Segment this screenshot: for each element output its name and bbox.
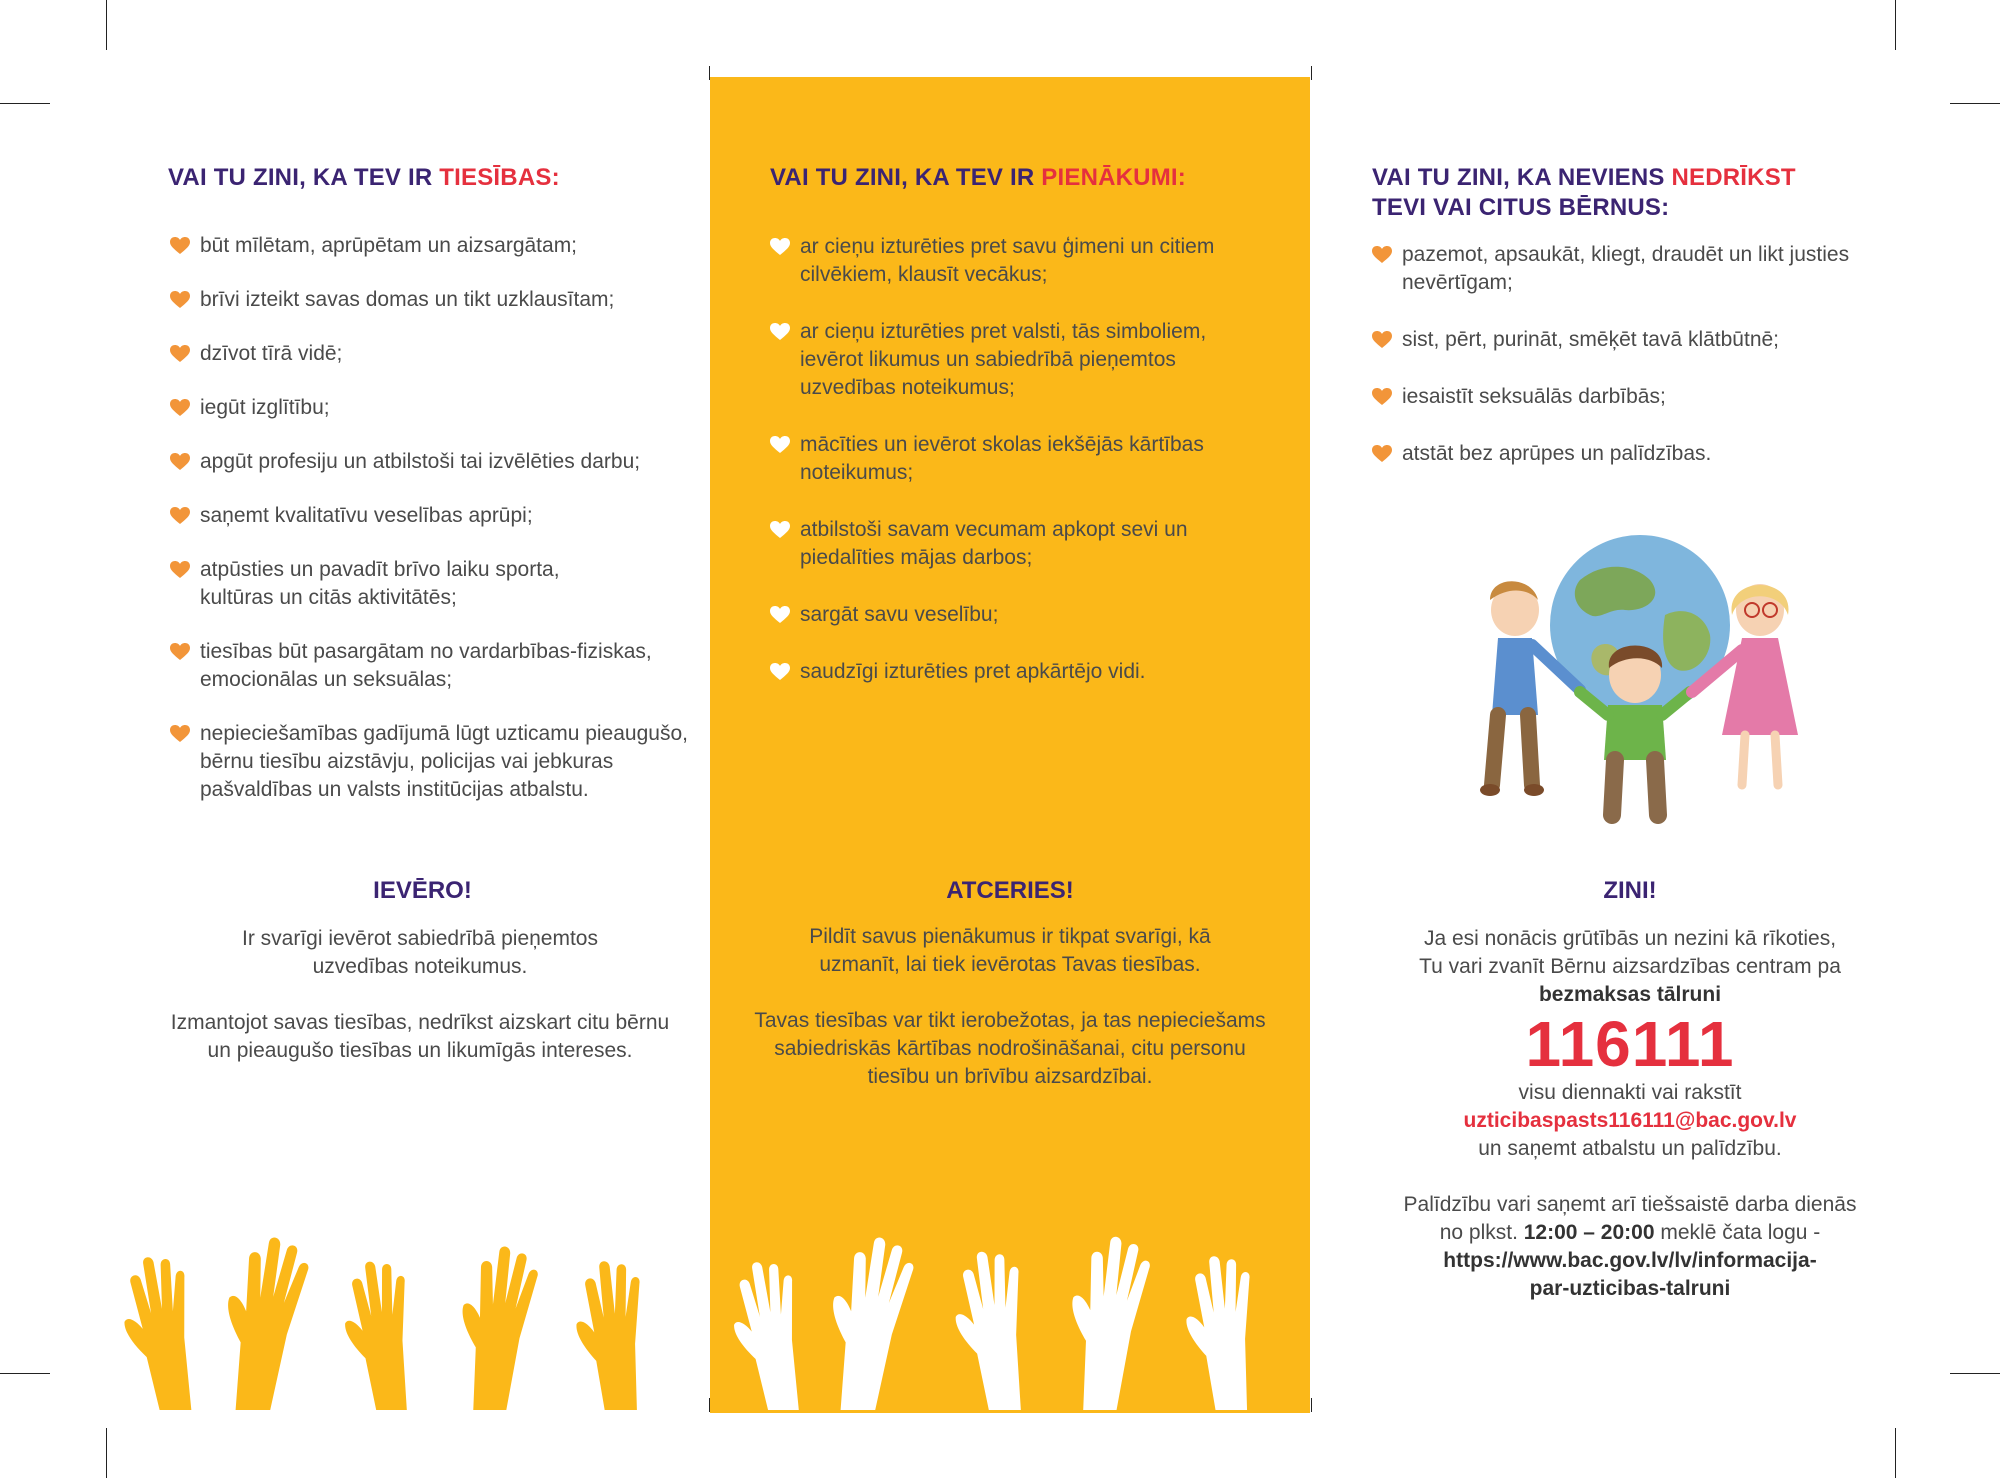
url-link-line2[interactable]: par-uzticibas-talruni xyxy=(1529,1277,1731,1300)
hand-icon xyxy=(812,1231,918,1410)
heart-icon xyxy=(1372,331,1392,349)
online-line2: no plkst. 12:00 – 20:00 meklē čata logu - xyxy=(1439,1221,1821,1244)
heart-icon xyxy=(170,291,190,309)
help-info xyxy=(1370,925,1890,1303)
help-free-phone-label: bezmaksas tālruni xyxy=(1538,983,1722,1006)
heart-icon xyxy=(770,521,790,539)
list-item: iegūt izglītību; xyxy=(170,394,695,422)
heart-icon xyxy=(170,561,190,579)
list-item: saņemt kvalitatīvu veselības aprūpi; xyxy=(170,502,695,530)
raised-hands-yellow-illustration xyxy=(120,1220,690,1410)
duties-list xyxy=(770,233,1270,686)
crop-mark xyxy=(0,103,50,104)
help-email-link[interactable]: uzticibaspasts116111@bac.gov.lv xyxy=(1463,1109,1797,1132)
duties-note-title: ATCERIES! xyxy=(946,877,1074,904)
list-item: sargāt savu veselību; xyxy=(770,601,1270,629)
crop-mark xyxy=(1895,1428,1896,1478)
list-item: mācīties un ievērot skolas iekšējās kārtības noteikumus; xyxy=(770,431,1270,487)
list-item: ar cieņu izturēties pret valsti, tās simboliem, ievērot likumus un sabiedrībā pieņemtos uzvedības noteikumus; xyxy=(770,318,1270,402)
raised-hands-white-illustration xyxy=(730,1220,1290,1410)
list-item: nepieciešamības gadījumā lūgt uzticamu pieaugušo, bērnu tiesību aizstāvju, policijas vai jebkuras pašvaldības un valsts institūcijas atbalstu. xyxy=(170,720,690,804)
crop-mark xyxy=(106,1428,107,1478)
heart-icon xyxy=(770,436,790,454)
duties-note-p1: Pildīt savus pienākumus ir tikpat svarīgi, kā uzmanīt, lai tiek ievērotas Tavas tiesības. xyxy=(809,925,1211,976)
list-item: brīvi izteikt savas domas un tikt uzklausītam; xyxy=(170,286,695,314)
rights-note-p1: Ir svarīgi ievērot sabiedrībā pieņemtos uzvedības noteikumus. xyxy=(241,927,598,978)
duties-heading: VAI TU ZINI, KA TEV IR PIENĀKUMI: xyxy=(770,164,1186,191)
heart-icon xyxy=(770,323,790,341)
url-link-line1[interactable]: https://www.bac.gov.lv/lv/informacija- xyxy=(1443,1249,1817,1272)
heart-icon xyxy=(770,238,790,256)
hand-icon xyxy=(730,1258,813,1410)
fold-mark xyxy=(1311,66,1312,80)
forbidden-panel xyxy=(1370,0,1890,1478)
forbidden-heading: VAI TU ZINI, KA NEVIENS NEDRĪKST TEVI VAI CITUS BĒRNUS: xyxy=(1372,164,1796,221)
list-item: ar cieņu izturēties pret savu ģimeni un citiem cilvēkiem, klausīt vecākus; xyxy=(770,233,1270,289)
rights-list xyxy=(170,232,695,804)
duties-panel xyxy=(710,77,1310,1413)
list-item: iesaistīt seksuālās darbībās; xyxy=(1372,383,1862,411)
heart-icon xyxy=(170,237,190,255)
heart-icon xyxy=(170,399,190,417)
hand-icon xyxy=(207,1231,313,1410)
list-item: pazemot, apsaukāt, kliegt, draudēt un likt justies nevērtīgam; xyxy=(1372,241,1872,297)
help-line1: Ja esi nonācis grūtībās un nezini kā rīkoties, xyxy=(1423,927,1837,950)
children-globe-illustration xyxy=(1420,520,1840,830)
crop-mark xyxy=(1895,0,1896,50)
hand-icon xyxy=(572,1259,650,1410)
list-item: tiesības būt pasargātam no vardarbības-fiziskas, emocionālas un seksuālas; xyxy=(170,638,695,694)
heart-icon xyxy=(170,507,190,525)
helpline-number[interactable]: 116111 xyxy=(1525,1008,1735,1080)
list-item: dzīvot tīrā vidē; xyxy=(170,340,695,368)
rights-note-title: IEVĒRO! xyxy=(373,877,472,904)
hand-icon xyxy=(447,1242,542,1410)
list-item: būt mīlētam, aprūpētam un aizsargātam; xyxy=(170,232,695,260)
hand-icon xyxy=(339,1258,420,1410)
heart-icon xyxy=(770,663,790,681)
forbidden-list xyxy=(1372,241,1862,468)
help-line2: Tu vari zvanīt Bērnu aizsardzības centram pa xyxy=(1419,955,1841,978)
heart-icon xyxy=(770,606,790,624)
list-item: atbilstoši savam vecumam apkopt sevi un piedalīties mājas darbos; xyxy=(770,516,1270,572)
rights-note-p2: Izmantojot savas tiesības, nedrīkst aizskart citu bērnu un pieaugušo tiesības un likumīgās intereses. xyxy=(170,1011,670,1062)
heart-icon xyxy=(1372,445,1392,463)
list-item: saudzīgi izturēties pret apkārtējo vidi. xyxy=(770,658,1270,686)
list-item: atpūsties un pavadīt brīvo laiku sporta, kultūras un citās aktivitātēs; xyxy=(170,556,630,612)
list-item: sist, pērt, purināt, smēķēt tavā klātbūtnē; xyxy=(1372,326,1862,354)
heart-icon xyxy=(1372,246,1392,264)
crop-mark xyxy=(106,0,107,50)
duties-note xyxy=(750,923,1270,1091)
hand-icon xyxy=(1056,1232,1153,1410)
heart-icon xyxy=(170,345,190,363)
hand-icon xyxy=(949,1248,1035,1410)
fold-mark xyxy=(1311,1398,1312,1412)
crop-mark xyxy=(1950,103,2000,104)
hand-icon xyxy=(120,1252,206,1410)
crop-mark xyxy=(0,1373,50,1374)
rights-note xyxy=(160,925,680,1065)
list-item: atstāt bez aprūpes un palīdzības. xyxy=(1372,440,1862,468)
heart-icon xyxy=(170,453,190,471)
duties-note-p2: Tavas tiesības var tikt ierobežotas, ja tas nepieciešams sabiedriskās kārtības nodrošināšanai, citu personu tiesību un brīvību aizsardzībai. xyxy=(754,1009,1266,1088)
heart-icon xyxy=(1372,388,1392,406)
help-line3: visu diennakti vai rakstīt xyxy=(1518,1081,1742,1104)
list-item: apgūt profesiju un atbilstoši tai izvēlēties darbu; xyxy=(170,448,695,476)
online-line1: Palīdzību vari saņemt arī tiešsaistē darba dienās xyxy=(1403,1193,1857,1216)
forbidden-note-title: ZINI! xyxy=(1603,877,1657,904)
heart-icon xyxy=(170,643,190,661)
help-line4: un saņemt atbalstu un palīdzību. xyxy=(1478,1137,1782,1160)
rights-heading: VAI TU ZINI, KA TEV IR TIESĪBAS: xyxy=(168,164,560,191)
heart-icon xyxy=(170,725,190,743)
hand-icon xyxy=(1182,1254,1260,1410)
crop-mark xyxy=(1950,1373,2000,1374)
